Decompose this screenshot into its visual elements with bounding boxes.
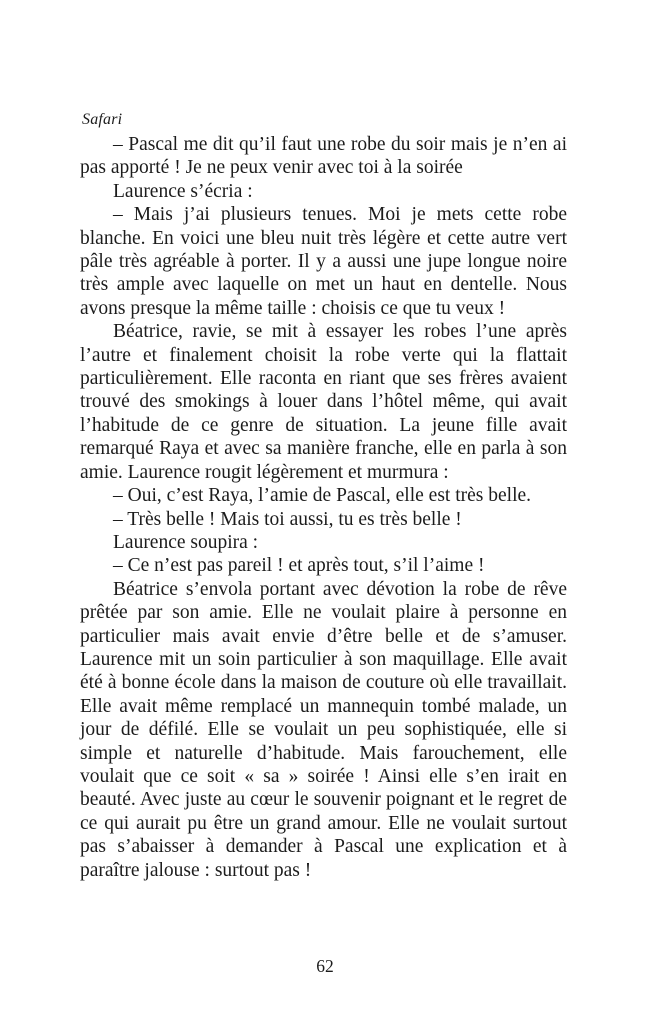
paragraph: Laurence soupira :	[113, 531, 259, 553]
page-body-text	[80, 133, 567, 882]
paragraph: – Très belle ! Mais toi aussi, tu es très belle !	[113, 508, 462, 530]
paragraph: Béatrice, ravie, se mit à essayer les robes l’une après l’autre et finalement choisit la robe verte qui la flattait particulièrement. Elle raconta en riant que ses frères avaient trouvé des smokings à louer dans l’hôtel même, qui avait l’habitude de ce genre de situation. La jeune fille avait remarqué Raya et avec sa manière franche, elle en parla à son amie. Laurence rougit légèrement et murmura :	[80, 321, 567, 483]
paragraph: – Oui, c’est Raya, l’amie de Pascal, elle est très belle.	[113, 485, 532, 507]
running-header: Safari	[82, 111, 123, 128]
page-number: 62	[316, 956, 334, 976]
paragraph: – Mais j’ai plusieurs tenues. Moi je mets cette robe blanche. En voici une bleu nuit très légère et cette autre vert pâle très agréable à porter. Il y a aussi une jupe longue noire très ample avec laquelle on met un haut en dentelle. Nous avons presque la même taille : choisis ce que tu veux !	[80, 204, 567, 319]
paragraph: Laurence s’écria :	[113, 180, 253, 202]
paragraph: – Pascal me dit qu’il faut une robe du soir mais je n’en ai pas apporté ! Je ne peux venir avec toi à la soirée	[80, 134, 567, 179]
paragraph: – Ce n’est pas pareil ! et après tout, s’il l’aime !	[113, 555, 485, 577]
paragraph: Béatrice s’envola portant avec dévotion la robe de rêve prêtée par son amie. Elle ne voulait plaire à personne en particulier mais avait envie d’être belle et de s’amuser. Laurence mit un soin particulier à son maquillage. Elle avait été à bonne école dans la maison de couture où elle travaillait. Elle avait même remplacé un mannequin tombé malade, un jour de défilé. Elle se voulait un peu sophistiquée, elle si simple et naturelle d’habitude. Mais farouchement, elle voulait que ce soit « sa » soirée ! Ainsi elle s’en irait en beauté. Avec juste au cœur le souvenir poignant et le regret de ce qui aurait pu être un grand amour. Elle ne voulait surtout pas s’abaisser à demander à Pascal une explication et à paraître jalouse : surtout pas !	[80, 578, 567, 881]
